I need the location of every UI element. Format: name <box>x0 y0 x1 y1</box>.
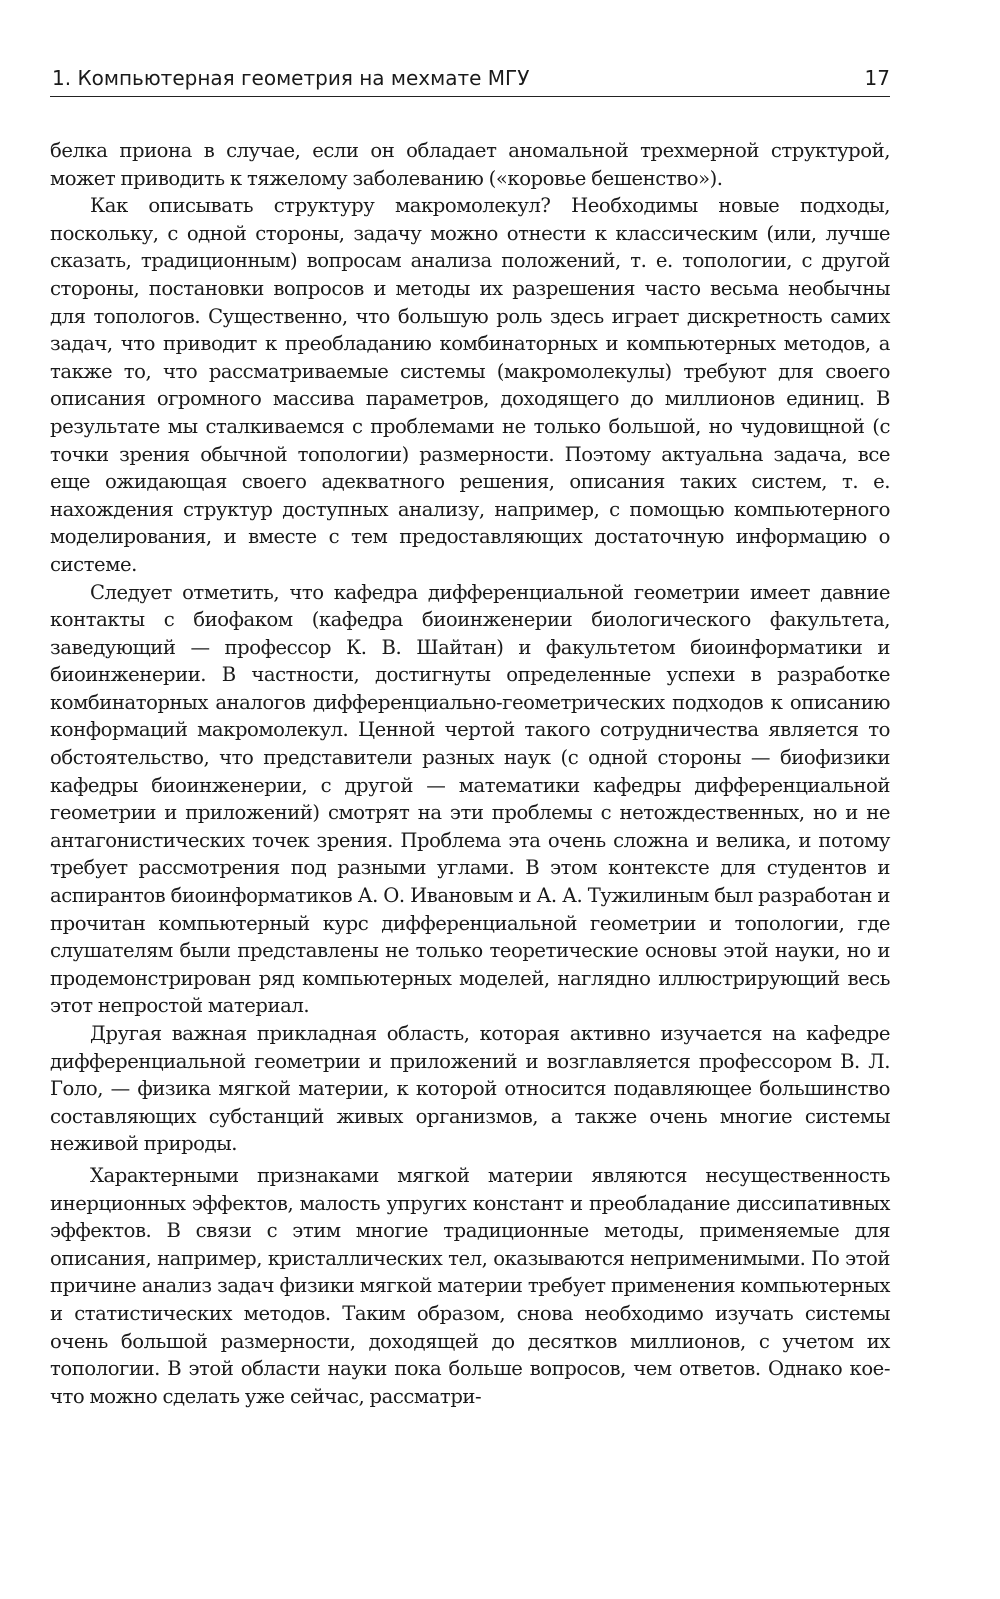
book-page <box>50 0 890 1599</box>
paragraph: Другая важная прикладная область, которая активно изучается на кафедре дифференциальной геометрии и приложений и возглавляется профессором В. Л. Голо, — физика мягкой материи, к которой относится подавляющее большинство составляющих субстанций живых организмов, а также очень многие системы неживой природы. <box>50 1022 890 1156</box>
chapter-title: 1. Компьютерная геометрия на мехмате МГУ <box>52 66 530 90</box>
paragraph: Как описывать структуру макромолекул? Необходимы новые подходы, поскольку, с одной стороны, задачу можно отнести к классическим (или, лучше сказать, традиционным) вопросам анализа положений, т. е. топологии, с другой стороны, постановки вопросов и методы их разрешения часто весьма необычны для топологов. Существенно, что большую роль здесь играет дискретность самих задач, что приводит к преобладанию комбинаторных и компьютерных методов, а также то, что рассматриваемые системы (макромолекулы) требуют для своего описания огромного массива параметров, доходящего до миллионов единиц. В результате мы сталкиваемся с проблемами не только большой, но чудовищной (с точки зрения обычной топологии) размерности. Поэтому актуальна задача, все еще ожидающая своего адекватного решения, описания таких систем, т. е. нахождения структур доступных анализу, например, с помощью компьютерного моделирования, и вместе с тем предоставляющих достаточную информацию о системе. <box>50 194 890 576</box>
paragraph: Следует отметить, что кафедра дифференциальной геометрии имеет давние контакты с биофаком (кафедра биоинженерии биологического факультета, заведующий — профессор К. В. Шайтан) и факультетом биоинформатики и биоинженерии. В частности, достигнуты определенные успехи в разработке комбинаторных аналогов дифференциально-геометрических подходов к описанию конформаций макромолекул. Ценной чертой такого сотрудничества является то обстоятельство, что представители разных наук (с одной стороны — биофизики кафедры биоинженерии, с другой — математики кафедры дифференциальной геометрии и приложений) смотрят на эти проблемы с нетождественных, но и не антагонистических точек зрения. Проблема эта очень сложна и велика, и потому требует рассмотрения под разными углами. В этом контексте для студентов и аспирантов биоинформатиков А. О. Ивановым и А. А. Тужилиным был разработан и прочитан компьютерный курс дифференциальной геометрии и топологии, где слушателям были представлены не только теоретические основы этой науки, но и продемонстрирован ряд компьютерных моделей, наглядно иллюстрирующий весь этот непростой материал. <box>50 580 890 1018</box>
page-number: 17 <box>864 66 890 90</box>
paragraph: Характерными признаками мягкой материи являются несущественность инерционных эффектов, малость упругих констант и преобладание диссипативных эффектов. В связи с этим многие традиционные методы, применяемые для описания, например, кристаллических тел, оказываются неприменимыми. По этой причине анализ задач физики мягкой материи требует применения компьютерных и статистических методов. Таким образом, снова необходимо изучать системы очень большой размерности, доходящей до десятков миллионов, с учетом их топологии. В этой области науки пока больше вопросов, чем ответов. Однако кое-что можно сделать уже сейчас, рассматри- <box>50 1163 890 1408</box>
body-text <box>50 137 890 1410</box>
running-head <box>50 60 890 97</box>
paragraph-continued: белка приона в случае, если он обладает аномальной трехмерной структурой, может приводить к тяжелому заболеванию («коровье бешенство»). <box>50 139 890 190</box>
